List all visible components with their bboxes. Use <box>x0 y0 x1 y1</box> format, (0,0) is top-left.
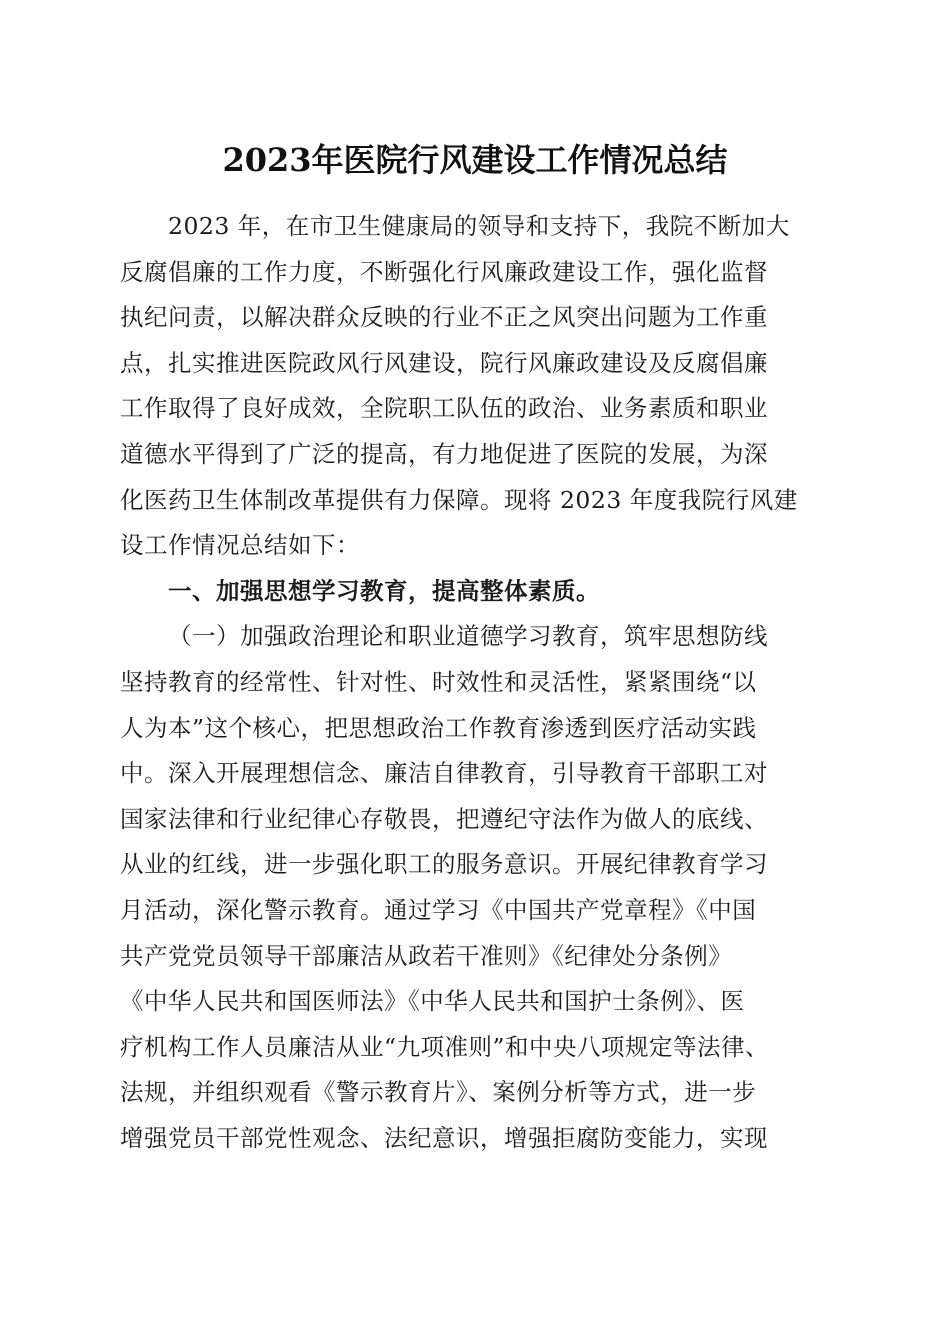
paragraph-line: 设工作情况总结如下： <box>120 531 360 560</box>
paragraph-line: 反腐倡廉的工作力度，不断强化行风廉政建设工作，强化监督 <box>120 257 768 286</box>
paragraph-line: 《中华人民共和国医师法》《中华人民共和国护士条例》、医 <box>120 987 745 1016</box>
paragraph-line: 工作取得了良好成效，全院职工队伍的政治、业务素质和职业 <box>120 394 768 423</box>
paragraph-line: 中。深入开展理想信念、廉洁自律教育，引导教育干部职工对 <box>120 759 768 788</box>
paragraph-line: 国家法律和行业纪律心存敬畏，把遵纪守法作为做人的底线、 <box>120 804 768 833</box>
paragraph-line: 坚持教育的经常性、针对性、时效性和灵活性，紧紧围绕“以 <box>120 667 757 696</box>
paragraph-line: 点，扎实推进医院政风行风建设，院行风廉政建设及反腐倡廉 <box>120 348 768 377</box>
paragraph-line: 法规，并组织观看《警示教育片》、案例分析等方式，进一步 <box>120 1078 757 1107</box>
paragraph-line: 人为本”这个核心，把思想政治工作教育渗透到医疗活动实践 <box>120 713 757 742</box>
paragraph-line: 2023 年，在市卫生健康局的领导和支持下，我院不断加大 <box>168 212 790 240</box>
document-title: 2023年医院行风建设工作情况总结 <box>222 141 728 179</box>
paragraph-line: 共产党党员领导干部廉洁从政若干准则》《纪律处分条例》 <box>120 941 733 970</box>
paragraph-line: 疗机构工作人员廉洁从业“九项准则”和中央八项规定等法律、 <box>120 1032 770 1061</box>
paragraph-line: 从业的红线，进一步强化职工的服务意识。开展纪律教育学习 <box>120 850 768 879</box>
paragraph-line: 化医药卫生体制改革提供有力保障。现将 2023 年度我院行风建 <box>120 485 798 514</box>
subsection-heading: （一）加强政治理论和职业道德学习教育，筑牢思想防线 <box>168 622 768 651</box>
paragraph-line: 执纪问责，以解决群众反映的行业不正之风突出问题为工作重 <box>120 303 768 332</box>
paragraph-line: 月活动，深化警示教育。通过学习《中国共产党章程》《中国 <box>120 895 757 924</box>
paragraph-line: 道德水平得到了广泛的提高，有力地促进了医院的发展，为深 <box>120 439 768 468</box>
paragraph-line: 增强党员干部党性观念、法纪意识，增强拒腐防变能力，实现 <box>120 1123 768 1152</box>
document-body <box>120 204 832 1161</box>
section-heading: 一、加强思想学习教育，提高整体素质。 <box>168 576 600 605</box>
